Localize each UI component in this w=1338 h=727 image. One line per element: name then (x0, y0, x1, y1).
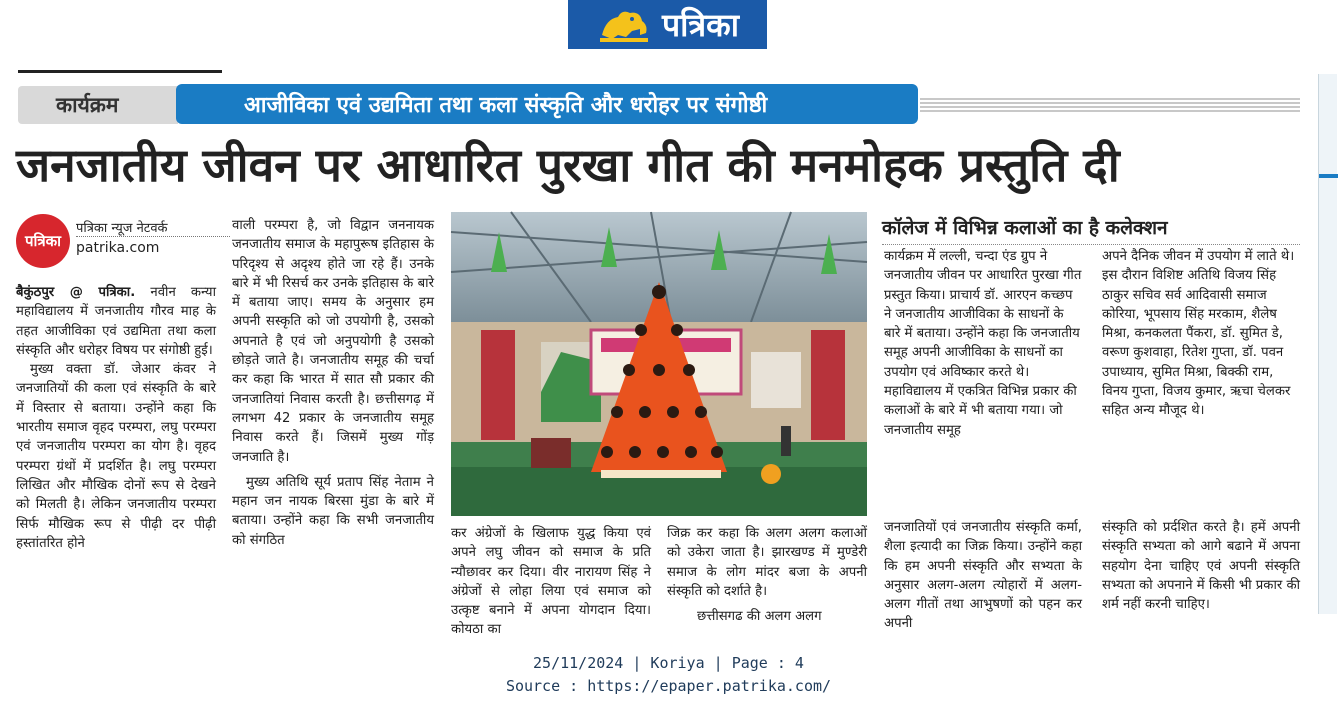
side-column-1-bottom (884, 518, 1082, 632)
byline (16, 212, 216, 264)
lion-logo-icon (596, 5, 652, 45)
byline-divider (76, 236, 230, 237)
side-column-1-top (884, 247, 1082, 479)
edge-bar (1319, 174, 1338, 178)
article-column-2 (232, 216, 434, 620)
byline-network: पत्रिका न्यूज नेटवर्क (76, 221, 168, 236)
footer-source-line: Source : https://epaper.patrika.com/ (505, 677, 832, 695)
paragraph: कार्यक्रम में लल्ली, चन्दा एंड ग्रुप ने जनजातीय जीवन पर आधारित पुरखा गीत प्रस्तुत किया। प्राचार्य डॉ. आरएन कच्छप ने जनजातीय आजीविका के साधनों के बारे में बताया। उन्होंने कहा कि जनजातीय समूह अपनी आजीविका के साधनों का उपयोग एवं अविष्कार करते थे। महाविद्यालय में एकत्रित विभिन्न प्रकार की कलाओं के बारे में भी बताया गया। जो जनजातीय समूह (884, 249, 1082, 438)
performers-illustration (451, 212, 867, 516)
category-strap: आजीविका एवं उद्यमिता तथा कला संस्कृति और धरोहर पर संगोष्ठी (176, 84, 918, 124)
paragraph-text: नवीन कन्या महाविद्यालय में जनजातीय गौरव माह के तहत आजीविका एवं उद्यमिता तथा कला संस्कृति और धरोहर विषय पर संगोष्ठी हुई। (16, 285, 216, 358)
footer-date-line: 25/11/2024 | Koriya | Page : 4 (533, 654, 804, 672)
source-footer (0, 652, 1337, 698)
paragraph: मुख्य वक्ता डॉ. जेआर कंवर ने जनजातियों की कला एवं संस्कृति के बारे में विस्तार से बताया। उन्होंने कहा कि भारतीय समाज वृहद परम्परा, लघु परम्परा एवं जनजातीय परम्परा का योग है। वृहद परम्परा ग्रंथों में प्रदर्शित है। लघु परम्परा लिखित और मौखिक दोनों रूप से देखने को मिलती है। लेकिन जनजातीय परम्परा सिर्फ मौखिक रूप से पीढ़ी दर पीढ़ी हस्तांतरित होने (16, 362, 216, 551)
paragraph: जनजातियों एवं जनजातीय संस्कृति कर्मा, शैला इत्यादी का जिक्र किया। उन्होंने कहा कि हम अपनी संस्कृति और सभ्यता के अनुसार अलग-अलग त्योहारों में अलग-अलग गीतों तथा आभुषणों को पहन कर अपनी (884, 520, 1082, 632)
event-photo (451, 212, 867, 516)
article-column-4 (667, 524, 867, 625)
paragraph: छत्तीसगढ की अलग अलग (697, 609, 822, 625)
paragraph: वाली परम्परा है, जो विद्वान जननायक जनजातीय समाज के महापुरूष इतिहास के परिदृश्य से अदृश्य होते जा रहे हैं। उनके बारे में भी रिसर्च कर उनके इतिहास के बारे में बताया जाए। समय के अनुसार हम अपनी सस्कृति को जो उपयोगी है, उसको अपनाते है एवं जो अनुपयोगी है उसको छोड़ते जाते है। जनजातीय समूह की चर्चा कर कहा कि भारत में सात सौ प्रकार की जनजातियां निवास करती है। छत्तीसगढ़ में लगभग 42 प्रकार के जनजातीय समूह निवास करते हैं। जिसमें मुख्य गोंड़ जनजाति है। (232, 218, 434, 465)
side-story-headline: कॉलेज में विभिन्न कलाओं का है कलेक्शन (882, 214, 1300, 245)
article-column-1 (16, 283, 216, 623)
dateline: बैकुंठपुर @ पत्रिका. (16, 285, 136, 300)
masthead-title: पत्रिका (662, 5, 739, 44)
paragraph: अपने दैनिक जीवन में उपयोग में लाते थे। इस दौरान विशिष्ट अतिथि विजय सिंह ठाकुर सचिव सर्व आदिवासी समाज कोरिया, भूपसाय सिंह मरकाम, शैलेष मिश्रा, कनकलता पैंकरा, डॉ. सुमित डे, वरूण कुशवाहा, रितेश गुप्ता, डॉ. पवन उपाध्याय, सुमित मिश्रा, बिक्की राम, विनय गुप्ता, विजय कुमार, ऋचा चेलकर सहित अन्य मौजूद थे। (1102, 249, 1295, 419)
paragraph: संस्कृति को प्रर्दशित करते है। हमें अपनी संस्कृति सभ्यता को आगे बढाने में अपना सहयोग देना चाहिए एवं अपनी संस्कृति सभ्यता को अपनाने में किसी भी प्रकार की शर्म नहीं करनी चाहिए। (1102, 520, 1300, 613)
top-rule (18, 70, 222, 73)
main-headline: जनजातीय जीवन पर आधारित पुरखा गीत की मनमोहक प्रस्तुति दी (16, 138, 1120, 192)
decorative-lines (920, 98, 1300, 112)
side-column-2-top (1102, 247, 1300, 479)
masthead (568, 0, 767, 49)
paragraph: जिक्र कर कहा कि अलग अलग कलाओं को उकेरा जाता है। झारखण्ड में मुण्डेरी समाज के लोग मांदर बजा के अपनी संस्कृति को दर्शाते है। (667, 526, 867, 599)
category-tag: कार्यक्रम (18, 86, 178, 124)
paragraph: मुख्य अतिथि सूर्य प्रताप सिंह नेताम ने महान जन नायक बिरसा मुंडा के बारे में बताया। उन्होंने कहा कि सभी जनजातीय को संगठित (232, 474, 434, 548)
paragraph: कर अंग्रेजों के खिलाफ युद्ध किया एवं अपने लघु जीवन को समाज के प्रति न्यौछावर कर दिया। वीर नारायण सिंह ने अंग्रेजों से लोहा लिया एवं समाज को उत्कृष्ट बनाने में अपना योगदान दिया। कोयठा का (451, 526, 651, 638)
side-column-2-bottom (1102, 518, 1300, 618)
article-column-3 (451, 524, 651, 638)
patrika-logo-badge: पत्रिका (16, 214, 70, 268)
adjacent-article-edge (1318, 74, 1337, 614)
byline-site: patrika.com (76, 240, 160, 256)
paragraph (16, 283, 216, 360)
